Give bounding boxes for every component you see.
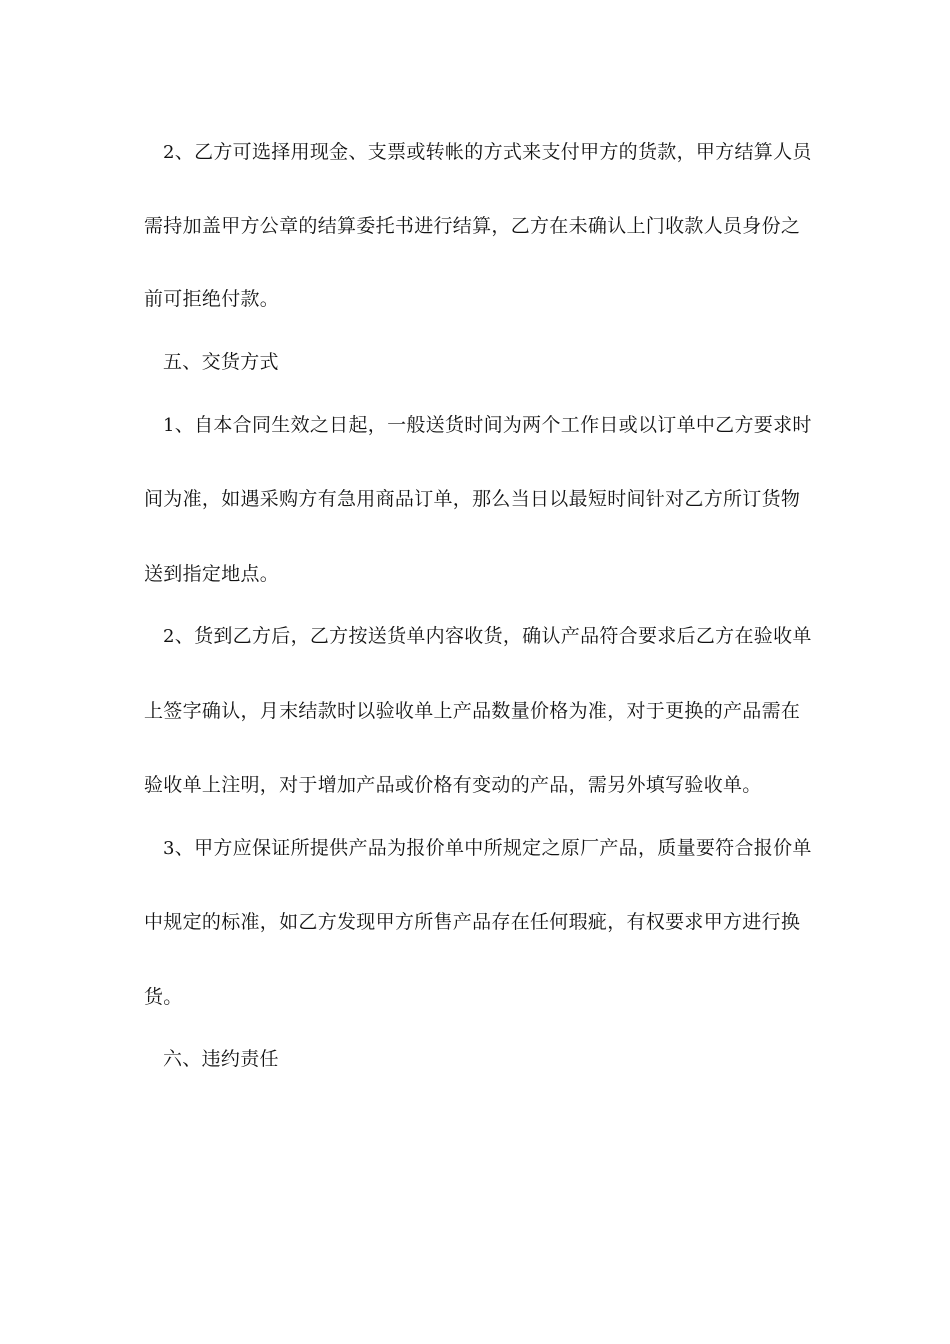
item-number: 2 <box>163 142 175 163</box>
paragraph-line: 间为准，如遇采购方有急用商品订单，那么当日以最短时间针对乙方所订货物 <box>144 488 801 510</box>
line-text: 、乙方可选择用现金、支票或转帐的方式来支付甲方的货款，甲方结算人员 <box>174 141 812 163</box>
paragraph-line <box>163 624 812 649</box>
line-text: 、甲方应保证所提供产品为报价单中所规定之原厂产品，质量要符合报价单 <box>174 837 812 859</box>
item-number: 3 <box>163 838 175 859</box>
paragraph-line <box>163 413 812 438</box>
paragraph-line <box>163 836 812 861</box>
section-heading: 六、违约责任 <box>163 1048 279 1070</box>
paragraph-line: 前可拒绝付款。 <box>144 288 280 310</box>
paragraph-line <box>163 140 812 165</box>
line-text: 、货到乙方后，乙方按送货单内容收货，确认产品符合要求后乙方在验收单 <box>174 625 812 647</box>
paragraph-line: 送到指定地点。 <box>144 563 280 585</box>
item-number: 1 <box>163 415 175 436</box>
section-heading: 五、交货方式 <box>163 351 279 373</box>
paragraph-line: 验收单上注明，对于增加产品或价格有变动的产品，需另外填写验收单。 <box>144 774 762 796</box>
paragraph-line: 货。 <box>144 986 183 1008</box>
paragraph-line: 中规定的标准，如乙方发现甲方所售产品存在任何瑕疵，有权要求甲方进行换 <box>144 911 801 933</box>
item-number: 2 <box>163 626 175 647</box>
line-text: 、自本合同生效之日起，一般送货时间为两个工作日或以订单中乙方要求时 <box>174 414 812 436</box>
paragraph-line: 需持加盖甲方公章的结算委托书进行结算，乙方在未确认上门收款人员身份之 <box>144 215 801 237</box>
paragraph-line: 上签字确认，月末结款时以验收单上产品数量价格为准，对于更换的产品需在 <box>144 700 801 722</box>
